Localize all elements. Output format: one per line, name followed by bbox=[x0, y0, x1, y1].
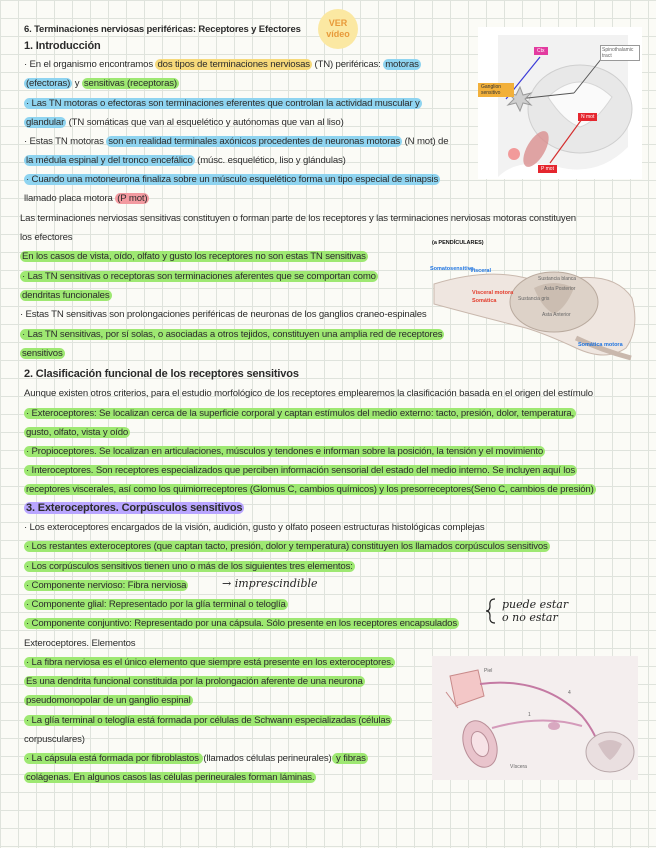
figure-spinal-pathway bbox=[478, 27, 642, 179]
s3-line-10: pseudomonopolar de un ganglio espinal bbox=[26, 695, 191, 706]
handwritten-brace-line-2: o no estar bbox=[502, 611, 558, 624]
fig2-top-label: (a PENDÍCULARES) bbox=[432, 240, 484, 246]
fig2-gray-matter-label: Sustancia gris bbox=[518, 296, 550, 302]
fig3-viscera-label: Víscera bbox=[510, 764, 527, 770]
fig3-marker-4: 4 bbox=[568, 690, 571, 696]
s1-line-1: · En el organismo encontramos dos tipos de terminaciones nerviosas (TN) periféricas: motoras bbox=[24, 59, 419, 70]
s1-line-6: la médula espinal y del tronco encefálico (músc. esquelético, liso y glándulas) bbox=[26, 155, 346, 166]
s3-line-14: colágenas. En algunos casos las células perineurales forman láminas. bbox=[26, 772, 315, 783]
handwritten-arrow-note: → imprescindible bbox=[222, 577, 318, 590]
fig1-tract-label: Spinothalamic tract bbox=[600, 45, 640, 61]
s1-line-5: · Estas TN motoras son en realidad terminales axónicos procedentes de neuronas motoras (N mot) de bbox=[24, 136, 449, 147]
video-stamp[interactable] bbox=[318, 9, 358, 49]
handwritten-brace-line-1: puede estar bbox=[502, 598, 569, 611]
s1-line-10: los efectores bbox=[20, 232, 73, 243]
section-1-heading: 1. Introducción bbox=[24, 40, 101, 52]
s1-line-3: · Las TN motoras o efectoras son terminaciones eferentes que controlan la actividad muscular y bbox=[26, 98, 420, 109]
fig2-somatic-label: Somática bbox=[472, 298, 497, 304]
page-title: 6. Terminaciones nerviosas periféricas: Receptores y Efectores bbox=[24, 24, 301, 35]
stamp-line-2: vídeo bbox=[326, 29, 350, 39]
spinal-section-drawing bbox=[426, 238, 642, 368]
figure-receptor-pathway bbox=[432, 656, 638, 780]
section-3-heading: 3. Exteroceptores. Corpúsculos sensitivos bbox=[26, 502, 243, 514]
s3-line-1: · Los exteroceptores encargados de la visión, audición, gusto y olfato poseen estructuras histológicas complejas bbox=[24, 522, 485, 533]
fig1-pmot-label: P mot bbox=[538, 165, 557, 173]
receptor-pathway-drawing bbox=[432, 656, 638, 780]
s2-line-5: · Interoceptores. Son receptores especializados que perciben información sensorial del estado del medio interno. Se incluyen aquí los bbox=[26, 465, 576, 476]
fig2-posterior-horn-label: Asta Posterior bbox=[544, 286, 576, 292]
s1-line-13: dendritas funcionales bbox=[22, 290, 110, 301]
fig3-skin-label: Piel bbox=[484, 668, 493, 674]
s3-line-6: · Componente conjuntivo: Representado por una cápsula. Sólo presente en los receptores encapsulados bbox=[26, 618, 458, 629]
s1-line-16: sensitivos bbox=[22, 348, 63, 359]
s1-line-8: llamado placa motora (P mot) bbox=[24, 193, 148, 204]
s3-line-13: · La cápsula está formada por fibroblastos (llamados células perineurales) y fibras bbox=[26, 753, 366, 764]
section-2-heading: 2. Clasificación funcional de los receptores sensitivos bbox=[24, 368, 299, 380]
fig2-visceral-motor-label: Visceral motora bbox=[472, 290, 514, 296]
s1-line-11: En los casos de vista, oído, olfato y gusto los receptores no son estas TN sensitivas bbox=[22, 251, 366, 262]
s3-line-4: · Componente nervioso: Fibra nerviosa bbox=[26, 580, 187, 591]
brace-icon bbox=[484, 597, 498, 625]
figure-spinal-section bbox=[426, 238, 642, 368]
s3-line-5: · Componente glial: Representado por la glía terminal o teloglía bbox=[26, 599, 286, 610]
s3-line-7: Exteroceptores. Elementos bbox=[24, 638, 136, 649]
s3-line-11: · La glía terminal o teloglía está formada por células de Schwann especializadas (células bbox=[26, 715, 391, 726]
fig1-nmot-label: N mot bbox=[578, 113, 597, 121]
s2-line-2: · Exteroceptores: Se localizan cerca de la superficie corporal y captan estímulos del medio externo: tacto, presión, dolor, temperatura, bbox=[26, 408, 575, 419]
s3-line-8: · La fibra nerviosa es el único elemento que siempre está presente en los exteroceptores. bbox=[26, 657, 394, 668]
s1-line-12: · Las TN sensitivas o receptoras son terminaciones aferentes que se comportan como bbox=[22, 271, 376, 282]
s2-line-6: receptores viscerales, así como los quimiorreceptores (Glomus C, cambios químicos) y los presorreceptores(Seno C, cambios de presión) bbox=[26, 484, 594, 495]
fig2-white-matter-label: Sustancia blanca bbox=[538, 276, 577, 282]
fig2-somatic-motor-label: Somática motora bbox=[578, 342, 623, 348]
s1-line-7: · Cuando una motoneurona finaliza sobre un músculo esquelético forma un tipo especial de sinapsis bbox=[26, 174, 439, 185]
s2-line-4: · Propioceptores. Se localizan en articulaciones, músculos y tendones e informan sobre la posición, la tensión y el movimiento bbox=[26, 446, 544, 457]
fig3-marker-1: 1 bbox=[528, 712, 531, 718]
s1-line-4: glandular (TN somáticas que van al esquelético y autónomas que van al liso) bbox=[26, 117, 344, 128]
s1-line-14: · Estas TN sensitivas son prolongaciones periféricas de neuronas de los ganglios craneo-espinales bbox=[20, 309, 427, 320]
fig2-somatosensitive-label: Somatosensitiva bbox=[430, 266, 474, 272]
s3-line-9: Es una dendrita funcional constituida por la prolongación aferente de una neurona bbox=[26, 676, 363, 687]
stamp-line-1: VER bbox=[328, 18, 348, 28]
fig2-anterior-horn-label: Asta Anterior bbox=[542, 312, 571, 318]
s2-line-3: gusto, olfato, vista y oído bbox=[26, 427, 129, 438]
fig1-ganglion-label: Ganglion sensitivo bbox=[478, 83, 514, 97]
s1-line-2: (efectoras) y sensitivas (receptoras) bbox=[26, 78, 177, 89]
fig1-ctx-label: Ctx bbox=[534, 47, 548, 55]
s2-line-1: Aunque existen otros criterios, para el estudio morfológico de los receptores emplearemos la clasificación basada en el origen del estímulo bbox=[24, 388, 593, 399]
fig2-visceral-label: Visceral bbox=[470, 268, 492, 274]
s3-line-2: · Los restantes exteroceptores (que captan tacto, presión, dolor y temperatura) constituyen los llamados corpúsculos sensitivos bbox=[26, 541, 548, 552]
s3-line-12: corpusculares) bbox=[24, 734, 85, 745]
s1-line-9: Las terminaciones nerviosas sensitivas constituyen o forman parte de los receptores y las terminaciones nerviosas motoras constituyen bbox=[20, 213, 576, 224]
s1-line-15: · Las TN sensitivas, por sí solas, o asociadas a otros tejidos, constituyen una amplia red de receptores bbox=[22, 329, 443, 340]
s3-line-3: · Los corpúsculos sensitivos tienen uno o más de los siguientes tres elementos: bbox=[26, 561, 353, 572]
